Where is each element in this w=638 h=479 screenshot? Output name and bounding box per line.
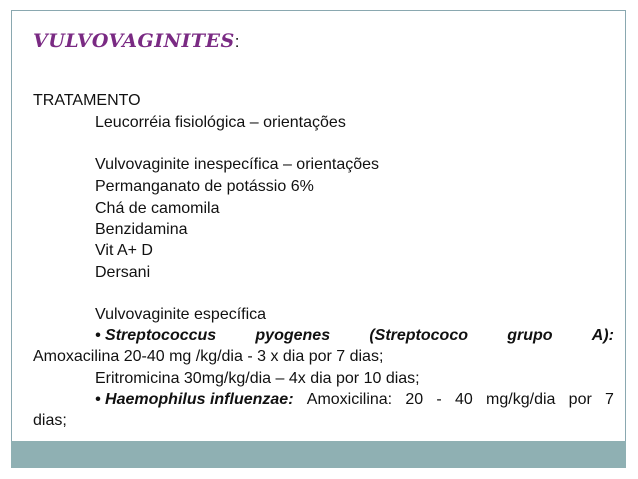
haemo-continuation: dias; — [33, 412, 67, 429]
strep-word: (Streptococo — [369, 327, 468, 344]
strep-word: • Streptococcus — [95, 327, 217, 344]
title-text: VULVOVAGINITES — [33, 30, 235, 52]
list-item: Leucorréia fisiológica – orientações — [95, 114, 346, 131]
strep-continuation: Amoxacilina 20-40 mg /kg/dia - 3 x dia por 7 dias; — [33, 348, 384, 365]
list-item: Chá de camomila — [95, 200, 220, 217]
title-colon: : — [234, 32, 240, 51]
list-item: Benzidamina — [95, 221, 188, 238]
haemo-bold: • Haemophilus influenzae: — [95, 391, 294, 408]
haemo-word: - — [436, 391, 442, 408]
haemo-word: Amoxicilina: — [306, 391, 393, 408]
haemo-word: 20 — [405, 391, 424, 408]
haemo-line — [95, 390, 614, 410]
strep-line — [95, 326, 614, 346]
list-item: Permanganato de potássio 6% — [95, 178, 314, 195]
haemo-word: 7 — [605, 391, 614, 408]
haemo-word: por — [568, 391, 592, 408]
haemo-word: 40 — [455, 391, 473, 408]
list-item: Vulvovaginite específica — [95, 306, 267, 323]
list-item: Eritromicina 30mg/kg/dia – 4x dia por 10 dias; — [95, 370, 420, 387]
list-item: Vit A+ D — [95, 242, 153, 259]
strep-word: pyogenes — [255, 327, 331, 344]
strep-word: A): — [591, 327, 614, 344]
bottom-band — [11, 441, 626, 468]
list-item: Dersani — [95, 264, 151, 281]
list-item: Vulvovaginite inespecífica – orientações — [95, 156, 380, 173]
section-heading: TRATAMENTO — [33, 92, 141, 109]
slide-title — [33, 30, 240, 52]
haemo-word: mg/kg/dia — [486, 391, 556, 408]
strep-word: grupo — [507, 327, 553, 344]
